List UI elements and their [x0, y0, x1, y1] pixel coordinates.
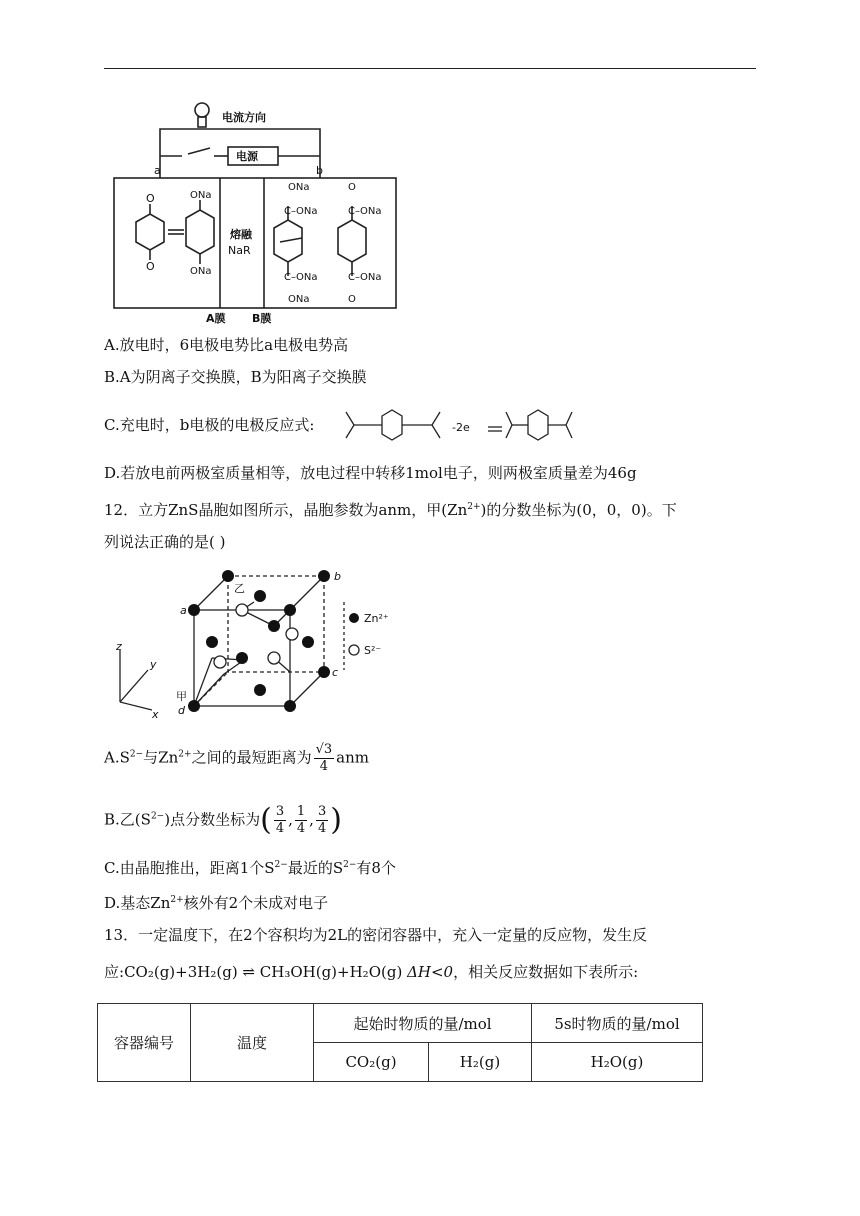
- q12-option-b: B.乙$(S^{2-})$点分数坐标为( $\frac{3}{4}$ , $\frac{1}{4}$ , $\frac{3}{4}$ ): [104, 802, 342, 838]
- point-d-label: d: [178, 704, 185, 717]
- frac-y: [295, 804, 307, 837]
- zn-charge: 2+: [170, 895, 184, 905]
- q12-stem-part1: 12．立方ZnS晶胞如图所示，晶胞参数为anm，甲(: [104, 501, 448, 519]
- header-container-id: 容器编号: [98, 1004, 191, 1082]
- reaction-data-table: [97, 1003, 703, 1082]
- zn-symbol: Zn: [447, 501, 468, 519]
- header-temperature: 温度: [191, 1004, 314, 1082]
- axis-y-label: y: [150, 658, 157, 671]
- zns-unit-cell-diagram: [104, 562, 404, 722]
- reaction-equation-figure: [340, 400, 580, 450]
- ring1-cona-top: C–ONa: [284, 206, 318, 217]
- electrode-a-label: a: [154, 164, 161, 177]
- point-b-label: b: [334, 570, 341, 583]
- q13-prefix: 应:: [104, 963, 125, 981]
- hydroquinone-ona-top: ONa: [190, 190, 212, 201]
- membrane-b-label: B膜: [252, 312, 272, 325]
- q12-c-text1: C.由晶胞推出，距离1个: [104, 859, 265, 877]
- header-h2: H₂(g): [429, 1043, 532, 1082]
- point-jia-label: 甲: [176, 690, 187, 703]
- zn-charge: 2+: [467, 502, 481, 512]
- q11-option-b: B.A为阴离子交换膜，B为阳离子交换膜: [104, 368, 367, 386]
- ring1-cona-bottom: C–ONa: [284, 272, 318, 283]
- q11-option-c: [104, 415, 314, 435]
- ring1-ona-top: ONa: [288, 182, 310, 193]
- point-a-label: a: [180, 604, 187, 617]
- power-source-label: 电源: [236, 150, 258, 163]
- ring2-cona-bottom: C–ONa: [348, 272, 382, 283]
- q11-option-d: D.若放电前两极室质量相等，放电过程中转移1mol电子，则两极室质量差为46g: [104, 464, 637, 482]
- salt-label: NaR: [228, 244, 251, 257]
- frac-num: √3: [315, 742, 333, 757]
- q12-stem-line2: 列说法正确的是( ): [104, 533, 226, 551]
- q12-option-a: [104, 742, 369, 775]
- q12-b-text: 点分数坐标为: [170, 810, 261, 829]
- axis-x-label: x: [152, 708, 159, 721]
- q12-option-d: [104, 890, 328, 913]
- legend-s: S²⁻: [364, 644, 382, 657]
- frac-num: 1: [296, 804, 306, 819]
- comma: ,: [288, 810, 293, 829]
- q12-d-prefix: D.基态: [104, 894, 151, 912]
- q13-stem-line2: [104, 962, 638, 982]
- q12-option-c: [104, 855, 396, 878]
- header-h2o: H₂O(g): [532, 1043, 703, 1082]
- s-charge: 2−: [150, 811, 165, 822]
- delta-h: ΔH<0: [407, 963, 454, 981]
- q12-a-prefix: A.: [104, 748, 120, 767]
- frac-den: 4: [317, 821, 327, 836]
- q12-a-text: 之间的最短距离为: [191, 748, 312, 767]
- reaction-minus-2e: -2e: [452, 421, 470, 434]
- reaction-equation: CO₂(g)+3H₂(g) ⇌ CH₃OH(g)+H₂O(g): [124, 963, 403, 981]
- q12-d-text: 核外有2个未成对电子: [183, 894, 329, 912]
- ring2-o-top: O: [348, 182, 356, 193]
- s-symbol: S: [140, 810, 151, 829]
- header-5s-amount: 5s时物质的量/mol: [532, 1004, 703, 1043]
- header-co2: CO₂(g): [314, 1043, 429, 1082]
- fraction-sqrt3-over-4: [314, 742, 335, 775]
- point-yi-label: 乙: [234, 582, 245, 595]
- quinone-o-top: O: [146, 192, 155, 205]
- membrane-a-label: A膜: [206, 312, 226, 325]
- q13-suffix: ，相关反应数据如下表所示:: [453, 963, 639, 981]
- s-charge: 2−: [274, 860, 288, 870]
- ring2-cona-top: C–ONa: [348, 206, 382, 217]
- q12-stem-part2: )的分数坐标为(0，0，0)。下: [480, 501, 677, 519]
- axis-z-label: z: [116, 640, 122, 653]
- comma: ,: [309, 810, 314, 829]
- q12-c-text2: 最近的: [287, 859, 333, 877]
- molten-label: 熔融: [230, 228, 252, 241]
- hydroquinone-ona-bottom: ONa: [190, 266, 212, 277]
- s-symbol: S: [264, 859, 275, 877]
- zn-symbol: Zn: [150, 894, 171, 912]
- q11-option-a: A.放电时，6电极电势比a电极电势高: [104, 336, 349, 354]
- electrode-b-label: b: [316, 164, 323, 177]
- current-direction-label: 电流方向: [222, 111, 266, 124]
- q12-stem-line1: [104, 497, 677, 520]
- q12-b-prefix: B.乙: [104, 810, 135, 829]
- ring2-o-bottom: O: [348, 294, 356, 305]
- s-symbol: S: [119, 748, 130, 767]
- frac-z: [316, 804, 328, 837]
- header-rule: [104, 68, 756, 69]
- s-charge: 2−: [129, 749, 144, 760]
- frac-x: [274, 804, 286, 837]
- frac-num: 3: [275, 804, 285, 819]
- frac-den: 4: [296, 821, 306, 836]
- zn-charge: 2+: [178, 749, 192, 760]
- s-charge: 2−: [343, 860, 357, 870]
- s-symbol: S: [332, 859, 344, 877]
- q11-option-c-text: C.充电时，b电极的电极反应式:: [104, 416, 315, 434]
- legend-zn: Zn²⁺: [364, 612, 389, 625]
- frac-num: 3: [317, 804, 327, 819]
- zn-symbol: Zn: [158, 748, 179, 767]
- frac-den: 4: [275, 821, 285, 836]
- header-initial-amount: 起始时物质的量/mol: [314, 1004, 532, 1043]
- quinone-o-bottom: O: [146, 260, 155, 273]
- ring1-ona-bottom: ONa: [288, 294, 310, 305]
- frac-den: 4: [319, 759, 328, 774]
- q12-c-text3: 有8个: [356, 859, 396, 877]
- q13-stem-line1: 13．一定温度下，在2个容积均为2L的密闭容器中，充入一定量的反应物，发生反: [104, 926, 648, 944]
- q12-a-and: 与: [143, 748, 159, 767]
- point-c-label: c: [332, 666, 339, 679]
- battery-diagram: [110, 96, 410, 328]
- unit-anm: anm: [336, 748, 369, 767]
